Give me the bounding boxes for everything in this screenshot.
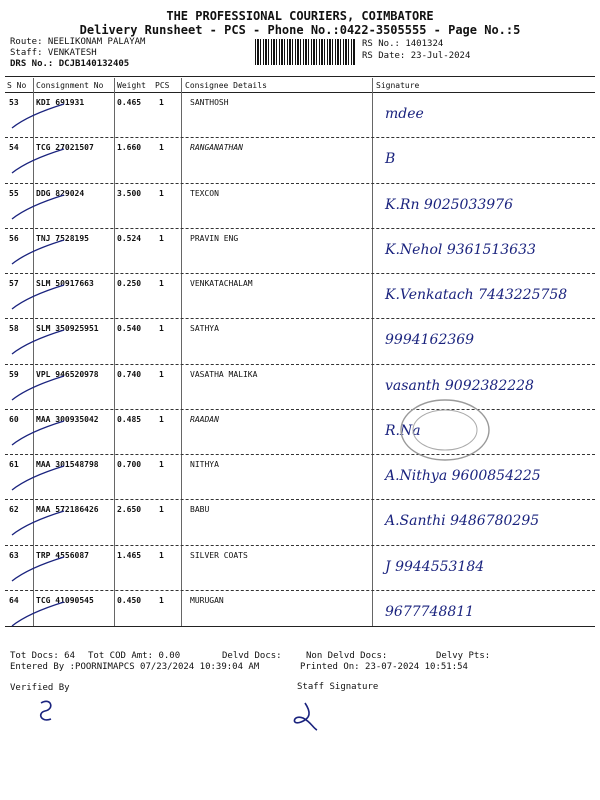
row-consignee: SATHYA bbox=[190, 324, 219, 334]
row-weight: 3.500 bbox=[117, 188, 142, 198]
staff-signature-label: Staff Signature bbox=[297, 682, 379, 692]
tick-mark-icon bbox=[8, 374, 68, 404]
delivery-stamp-icon bbox=[395, 395, 495, 465]
row-sno: 64 bbox=[9, 595, 19, 605]
tick-mark-icon bbox=[8, 283, 68, 313]
route-label: Route: NEELIKONAM PALAYAM bbox=[10, 37, 146, 47]
printed-on: Printed On: 23-07-2024 10:51:54 bbox=[300, 662, 468, 672]
total-docs: Tot Docs: 64 bbox=[10, 651, 76, 661]
total-cod-amount: Tot COD Amt: 0.00 bbox=[88, 651, 181, 661]
row-signature: A.Santhi 9486780295 bbox=[385, 513, 540, 530]
tick-mark-icon bbox=[8, 419, 68, 449]
row-consignee: VENKATACHALAM bbox=[190, 279, 253, 288]
row-signature: R.Na bbox=[385, 422, 421, 439]
company-title: THE PROFESSIONAL COURIERS, COIMBATORE bbox=[166, 9, 434, 23]
col-header-consignee: Consignee Details bbox=[185, 81, 267, 90]
row-pcs: 1 bbox=[159, 460, 164, 469]
row-signature: mdee bbox=[385, 106, 424, 122]
row-consignment-no: KDI 691931 bbox=[36, 98, 85, 107]
row-signature: K.Nehol 9361513633 bbox=[385, 241, 536, 258]
row-consignee: RANGANATHAN bbox=[190, 143, 243, 153]
row-sno: 60 bbox=[9, 414, 19, 424]
row-pcs: 1 bbox=[159, 550, 164, 560]
row-pcs: 1 bbox=[159, 279, 164, 288]
row-pcs: 1 bbox=[159, 505, 164, 515]
rs-date: RS Date: 23-Jul-2024 bbox=[362, 51, 471, 61]
row-consignee: SANTHOSH bbox=[190, 98, 229, 107]
tick-mark-icon bbox=[8, 600, 68, 630]
verifier-mark-icon bbox=[33, 697, 63, 725]
row-consignee: VASATHA MALIKA bbox=[190, 369, 258, 379]
tick-mark-icon bbox=[8, 555, 68, 585]
row-consignment-no: SLM 350925951 bbox=[36, 324, 99, 334]
row-pcs: 1 bbox=[159, 98, 164, 107]
row-sno: 54 bbox=[9, 143, 19, 153]
entered-by: Entered By :POORNIMAPCS 07/23/2024 10:39:04 AM bbox=[10, 662, 260, 672]
row-weight: 1.660 bbox=[117, 143, 142, 153]
row-sno: 55 bbox=[9, 188, 19, 198]
row-consignment-no: MAA 300935042 bbox=[36, 414, 99, 424]
row-separator bbox=[5, 499, 595, 500]
delivery-points: Delvy Pts: bbox=[436, 651, 491, 661]
row-separator bbox=[5, 273, 595, 274]
row-consignee: PRAVIN ENG bbox=[190, 233, 239, 243]
row-signature: B bbox=[385, 151, 396, 168]
row-weight: 0.450 bbox=[117, 595, 142, 605]
row-pcs: 1 bbox=[159, 188, 164, 198]
rs-number: RS No.: 1401324 bbox=[362, 39, 444, 49]
row-separator bbox=[5, 409, 595, 410]
tick-mark-icon bbox=[8, 328, 68, 358]
row-consignment-no: TRP 4556087 bbox=[36, 550, 89, 560]
row-separator bbox=[5, 137, 595, 138]
row-sno: 61 bbox=[9, 460, 19, 469]
row-signature: 9677748811 bbox=[385, 603, 475, 620]
row-consignment-no: DDG 829024 bbox=[36, 188, 85, 198]
row-weight: 0.465 bbox=[117, 98, 142, 107]
row-consignment-no: VPL 946520978 bbox=[36, 369, 99, 379]
tick-mark-icon bbox=[8, 238, 68, 268]
row-consignment-no: TCG 41090545 bbox=[36, 595, 94, 605]
tick-mark-icon bbox=[8, 102, 68, 132]
row-separator bbox=[5, 228, 595, 229]
tick-mark-icon bbox=[8, 193, 68, 223]
verified-by-label: Verified By bbox=[10, 683, 70, 693]
staff-signature-mark-icon bbox=[283, 700, 323, 734]
row-separator bbox=[5, 545, 595, 546]
header-bottom-rule bbox=[5, 92, 595, 93]
row-sno: 59 bbox=[9, 369, 19, 379]
row-pcs: 1 bbox=[159, 233, 164, 243]
row-separator bbox=[5, 364, 595, 365]
row-consignment-no: MAA 301548798 bbox=[36, 460, 99, 469]
col-header-pcs: PCS bbox=[155, 81, 170, 90]
row-signature: K.Venkatach 7443225758 bbox=[385, 287, 568, 303]
tick-mark-icon bbox=[8, 147, 68, 177]
col-header-signature: Signature bbox=[376, 81, 420, 90]
row-pcs: 1 bbox=[159, 324, 164, 334]
row-sno: 58 bbox=[9, 324, 19, 334]
col-header-weight: Weight bbox=[117, 81, 146, 90]
row-separator bbox=[5, 183, 595, 184]
row-consignment-no: TNJ 7528195 bbox=[36, 233, 89, 243]
tick-mark-icon bbox=[8, 464, 68, 494]
table-top-rule bbox=[5, 76, 595, 77]
staff-label: Staff: VENKATESH bbox=[10, 48, 97, 58]
row-consignee: BABU bbox=[190, 505, 210, 515]
row-consignee: SILVER COATS bbox=[190, 550, 248, 560]
row-sno: 57 bbox=[9, 279, 19, 288]
row-weight: 0.524 bbox=[117, 233, 142, 243]
non-delivered-docs: Non Delvd Docs: bbox=[306, 651, 388, 661]
runsheet-subtitle: Delivery Runsheet - PCS - Phone No.:0422-3505555 - Page No.:5 bbox=[79, 23, 521, 37]
row-pcs: 1 bbox=[159, 595, 164, 605]
row-pcs: 1 bbox=[159, 143, 164, 153]
row-consignee: RAADAN bbox=[190, 414, 219, 424]
row-consignee: TEXCON bbox=[190, 188, 219, 198]
delivered-docs: Delvd Docs: bbox=[222, 651, 282, 661]
row-sno: 53 bbox=[9, 98, 19, 107]
row-signature: A.Nithya 9600854225 bbox=[385, 468, 541, 484]
row-weight: 0.700 bbox=[117, 460, 142, 469]
tick-mark-icon bbox=[8, 509, 68, 539]
row-pcs: 1 bbox=[159, 369, 164, 379]
table-bottom-rule bbox=[5, 626, 595, 627]
row-separator bbox=[5, 318, 595, 319]
row-signature: K.Rn 9025033976 bbox=[385, 196, 513, 213]
row-consignment-no: SLM 50917663 bbox=[36, 279, 94, 288]
row-consignee: MURUGAN bbox=[190, 595, 224, 605]
barcode-icon bbox=[255, 39, 355, 65]
row-consignment-no: MAA 572186426 bbox=[36, 505, 99, 515]
row-signature: 9994162369 bbox=[385, 332, 475, 349]
row-separator bbox=[5, 454, 595, 455]
row-weight: 1.465 bbox=[117, 550, 142, 560]
row-pcs: 1 bbox=[159, 414, 164, 424]
row-consignment-no: TCG 27021507 bbox=[36, 143, 94, 153]
row-sno: 62 bbox=[9, 505, 19, 515]
row-weight: 0.485 bbox=[117, 414, 142, 424]
row-weight: 0.540 bbox=[117, 324, 142, 334]
row-weight: 2.650 bbox=[117, 505, 142, 515]
drs-number: DRS No.: DCJB140132405 bbox=[10, 59, 130, 69]
row-sno: 63 bbox=[9, 550, 19, 560]
row-signature: J 9944553184 bbox=[385, 558, 485, 575]
row-signature: vasanth 9092382228 bbox=[385, 377, 534, 394]
row-separator bbox=[5, 590, 595, 591]
col-header-sno: S No bbox=[7, 81, 27, 90]
row-sno: 56 bbox=[9, 233, 19, 243]
row-weight: 0.740 bbox=[117, 369, 142, 379]
row-weight: 0.250 bbox=[117, 279, 142, 288]
col-header-consignment: Consignment No bbox=[36, 81, 104, 90]
row-consignee: NITHYA bbox=[190, 460, 219, 469]
